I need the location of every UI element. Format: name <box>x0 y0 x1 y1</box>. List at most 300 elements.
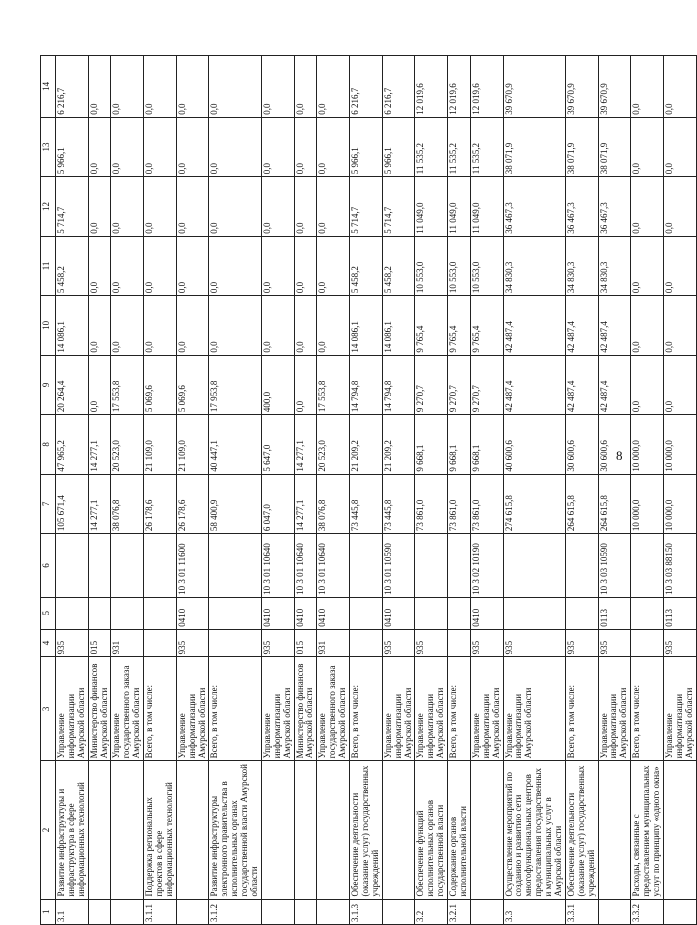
table-cell <box>111 761 144 899</box>
table-cell: 0,0 <box>88 177 111 236</box>
header-cell: 10 <box>41 296 56 355</box>
table-cell: 5 714,7 <box>56 177 89 236</box>
table-row <box>56 56 89 925</box>
table-row <box>144 56 177 925</box>
table-cell: Управление информатизации Амурской области <box>56 657 89 761</box>
table-cell: 9 668,1 <box>470 415 503 474</box>
table-cell: 14 277,1 <box>294 474 317 533</box>
table-cell: 264 615,8 <box>565 474 598 533</box>
table-cell: 5 458,2 <box>382 236 415 295</box>
table-cell: Управление информатизации Амурской области <box>382 657 415 761</box>
table-cell <box>350 597 383 629</box>
table-cell <box>470 761 503 899</box>
table-cell: 39 670,9 <box>598 56 631 118</box>
table-cell: Всего, в том числе: <box>565 657 598 761</box>
table-cell: 10 3 01 10640 <box>317 534 350 598</box>
table-cell: 0113 <box>663 597 696 629</box>
table-cell: 42 487,4 <box>565 355 598 414</box>
table-cell: 0,0 <box>663 117 696 176</box>
table-row <box>350 56 383 925</box>
table-cell <box>209 534 261 598</box>
table-cell <box>56 597 89 629</box>
table-cell: 3.1.1 <box>144 899 177 924</box>
table-cell: 5 966,1 <box>382 117 415 176</box>
table-cell: 0,0 <box>261 56 294 118</box>
table-cell: 015 <box>88 629 111 657</box>
table-cell: 0,0 <box>144 296 177 355</box>
table-cell: 0,0 <box>261 117 294 176</box>
table-cell: 26 178,6 <box>144 474 177 533</box>
table-cell: 935 <box>663 629 696 657</box>
table-cell: 274 615,8 <box>503 474 565 533</box>
table-cell: 0,0 <box>176 117 209 176</box>
table-cell: 10 000,0 <box>631 415 664 474</box>
table-cell <box>503 534 565 598</box>
table-cell: 0,0 <box>317 296 350 355</box>
table-row <box>294 56 317 925</box>
table-cell <box>294 761 317 899</box>
table-cell: 6 216,7 <box>350 56 383 118</box>
table-cell: 0,0 <box>144 236 177 295</box>
table-cell <box>565 597 598 629</box>
table-cell: 0410 <box>317 597 350 629</box>
table-header <box>41 56 56 925</box>
table-cell <box>565 534 598 598</box>
table-cell: 10 000,0 <box>631 474 664 533</box>
table-cell: 3.2 <box>415 899 448 924</box>
table-cell <box>144 597 177 629</box>
table-row <box>631 56 664 925</box>
table-cell: 935 <box>382 629 415 657</box>
table-cell: 0,0 <box>176 296 209 355</box>
table-cell: 10 553,0 <box>415 236 448 295</box>
table-cell: 0,0 <box>663 236 696 295</box>
table-row <box>382 56 415 925</box>
table-cell: 12 019,6 <box>470 56 503 118</box>
table-cell: 42 487,4 <box>503 355 565 414</box>
table-cell <box>176 899 209 924</box>
table-cell: 5 714,7 <box>350 177 383 236</box>
table-cell: 30 600,6 <box>565 415 598 474</box>
table-cell: Всего, в том числе: <box>631 657 664 761</box>
table-cell: 0,0 <box>209 236 261 295</box>
table-cell: 20 264,4 <box>56 355 89 414</box>
table-cell: 73 445,8 <box>350 474 383 533</box>
table-cell <box>317 899 350 924</box>
table-cell: 0,0 <box>144 177 177 236</box>
table-cell: Министерство финансов Амурской области <box>294 657 317 761</box>
table-cell: 42 487,4 <box>598 296 631 355</box>
table-cell: 0,0 <box>209 177 261 236</box>
table-cell: 0410 <box>470 597 503 629</box>
table-cell <box>631 534 664 598</box>
table-cell: 42 487,4 <box>598 355 631 414</box>
table-cell: 14 086,1 <box>56 296 89 355</box>
table-cell <box>261 761 294 899</box>
table-cell: 0,0 <box>631 296 664 355</box>
table-row <box>663 56 696 925</box>
table-cell: 11 049,0 <box>415 177 448 236</box>
table-cell <box>176 761 209 899</box>
table-row <box>565 56 598 925</box>
table-cell: 11 049,0 <box>448 177 471 236</box>
table-cell: 0,0 <box>261 236 294 295</box>
table-cell <box>56 534 89 598</box>
table-cell: 14 277,1 <box>294 415 317 474</box>
table-cell: Всего, в том числе: <box>209 657 261 761</box>
page-number: 8 <box>616 448 623 463</box>
table-cell: 0,0 <box>88 56 111 118</box>
table-cell: Управление информатизации Амурской области <box>470 657 503 761</box>
table-cell: 0,0 <box>294 355 317 414</box>
table-cell: Управление информатизации Амурской области <box>176 657 209 761</box>
table-cell: 0,0 <box>631 355 664 414</box>
table-cell: 0,0 <box>663 177 696 236</box>
table-cell: 3.2.1 <box>448 899 471 924</box>
table-cell: 0,0 <box>317 236 350 295</box>
table-cell: Министерство финансов Амурской области <box>88 657 111 761</box>
table-cell: 10 3 01 10640 <box>261 534 294 598</box>
table-cell: 6 047,0 <box>261 474 294 533</box>
table-cell: 0,0 <box>176 236 209 295</box>
table-body <box>56 56 697 925</box>
table-cell: 14 794,8 <box>350 355 383 414</box>
table-cell: 10 3 01 10590 <box>382 534 415 598</box>
table-row <box>470 56 503 925</box>
table-cell: 9 765,4 <box>448 296 471 355</box>
table-cell: 42 487,4 <box>503 296 565 355</box>
table-cell: 17 553,8 <box>317 355 350 414</box>
table-cell: 6 216,7 <box>56 56 89 118</box>
table-cell: 11 535,2 <box>448 117 471 176</box>
table-cell: 10 3 01 10640 <box>294 534 317 598</box>
table-cell <box>209 597 261 629</box>
table-cell: 0,0 <box>111 296 144 355</box>
table-cell: 9 270,7 <box>448 355 471 414</box>
table-cell <box>382 899 415 924</box>
header-cell: 9 <box>41 355 56 414</box>
table-cell: 264 615,8 <box>598 474 631 533</box>
table-cell: 73 445,8 <box>382 474 415 533</box>
table-cell <box>631 629 664 657</box>
table-cell: 73 861,0 <box>448 474 471 533</box>
table-cell: 0,0 <box>111 177 144 236</box>
table-cell: 36 467,3 <box>598 177 631 236</box>
table-cell: Управление государственного заказа Амурской области <box>317 657 350 761</box>
table-cell <box>350 534 383 598</box>
table-cell: 36 467,3 <box>565 177 598 236</box>
table-cell: Управление информатизации Амурской области <box>598 657 631 761</box>
table-cell: 9 668,1 <box>415 415 448 474</box>
table-cell: 935 <box>565 629 598 657</box>
table-cell: Развитие инфраструктуры и инфраструктура в сфере информационных технологий <box>56 761 89 899</box>
table-cell: 9 765,4 <box>470 296 503 355</box>
table-cell: 400,0 <box>261 355 294 414</box>
table-cell <box>415 534 448 598</box>
table-cell: 21 109,0 <box>176 415 209 474</box>
table-cell: 0,0 <box>176 56 209 118</box>
table-cell: Обеспечение деятельности (оказание услуг) государственных учреждений <box>350 761 383 899</box>
table-cell: 0,0 <box>317 177 350 236</box>
table-cell: 5 069,6 <box>176 355 209 414</box>
table-cell: 935 <box>415 629 448 657</box>
table-cell: 9 765,4 <box>415 296 448 355</box>
table-cell: 14 086,1 <box>382 296 415 355</box>
table-cell: Осуществление мероприятий по созданию и развитию сети многофункциональных центров предоставления государственных и муниципальных услуг в Амурской области <box>503 761 565 899</box>
table-cell <box>448 534 471 598</box>
header-cell: 2 <box>41 761 56 899</box>
table-cell: 14 277,1 <box>88 474 111 533</box>
table-cell: 42 487,4 <box>565 296 598 355</box>
table-cell: Управление информатизации Амурской области <box>663 657 696 761</box>
table-cell: Развитие инфраструктуры электронного правительства в исполнительных органах государственной власти Амурской области <box>209 761 261 899</box>
table-cell: 3.3.2 <box>631 899 664 924</box>
table-row <box>503 56 565 925</box>
table-cell: Всего, в том числе: <box>448 657 471 761</box>
table-cell <box>663 899 696 924</box>
table-cell: 38 071,9 <box>565 117 598 176</box>
table-cell <box>448 597 471 629</box>
table-cell: 5 647,0 <box>261 415 294 474</box>
table-cell <box>111 899 144 924</box>
table-cell: 0410 <box>176 597 209 629</box>
rotated-table-frame <box>40 55 694 925</box>
table-row <box>111 56 144 925</box>
table-cell: 10 000,0 <box>663 474 696 533</box>
table-cell: 0,0 <box>294 236 317 295</box>
table-cell <box>88 899 111 924</box>
table-cell <box>350 629 383 657</box>
table-cell: 9 270,7 <box>415 355 448 414</box>
table-cell: 0,0 <box>209 56 261 118</box>
table-cell <box>448 629 471 657</box>
table-cell: 58 400,9 <box>209 474 261 533</box>
table-cell: 30 600,6 <box>598 415 631 474</box>
table-cell: 0,0 <box>317 117 350 176</box>
table-cell: 3.1.2 <box>209 899 261 924</box>
table-cell: 73 861,0 <box>415 474 448 533</box>
table-cell: 5 966,1 <box>56 117 89 176</box>
table-cell: 0,0 <box>209 296 261 355</box>
table-cell: 0,0 <box>111 236 144 295</box>
table-cell <box>631 597 664 629</box>
table-cell: 38 076,8 <box>111 474 144 533</box>
table-cell: 39 670,9 <box>565 56 598 118</box>
table-cell: 40 447,1 <box>209 415 261 474</box>
table-cell: 0410 <box>261 597 294 629</box>
table-cell: 0,0 <box>631 56 664 118</box>
table-cell: 935 <box>503 629 565 657</box>
table-cell: 935 <box>470 629 503 657</box>
table-row <box>598 56 631 925</box>
table-row <box>176 56 209 925</box>
table-cell: 931 <box>317 629 350 657</box>
table-cell <box>663 761 696 899</box>
table-cell: 6 216,7 <box>382 56 415 118</box>
table-cell <box>144 629 177 657</box>
table-cell <box>503 597 565 629</box>
table-cell: 0,0 <box>111 56 144 118</box>
table-cell: 20 523,0 <box>317 415 350 474</box>
table-cell: 0,0 <box>631 177 664 236</box>
table-cell <box>470 899 503 924</box>
table-cell: Управление информатизации Амурской области <box>503 657 565 761</box>
header-cell: 8 <box>41 415 56 474</box>
table-cell: 17 553,8 <box>111 355 144 414</box>
table-cell: 0410 <box>382 597 415 629</box>
table-cell <box>598 899 631 924</box>
table-cell: 3.3 <box>503 899 565 924</box>
table-cell: Расходы, связанные с предоставлением муниципальных услуг по принципу «одного окна» <box>631 761 664 899</box>
header-cell: 13 <box>41 117 56 176</box>
table-cell: 3.3.1 <box>565 899 598 924</box>
table-cell: 0,0 <box>88 117 111 176</box>
table-cell: 0,0 <box>631 117 664 176</box>
table-cell: 935 <box>56 629 89 657</box>
table-cell: 931 <box>111 629 144 657</box>
table-cell: Обеспечение деятельности (оказание услуг) государственных учреждений <box>565 761 598 899</box>
table-cell: 10 553,0 <box>448 236 471 295</box>
table-cell: 9 668,1 <box>448 415 471 474</box>
table-cell <box>415 597 448 629</box>
table-cell: 38 076,8 <box>317 474 350 533</box>
table-cell <box>261 899 294 924</box>
table-cell: Управление информатизации Амурской области <box>261 657 294 761</box>
table-row <box>88 56 111 925</box>
table-cell: 0,0 <box>663 355 696 414</box>
table-cell: 12 019,6 <box>448 56 471 118</box>
table-cell <box>317 761 350 899</box>
header-cell: 7 <box>41 474 56 533</box>
table-cell: 9 270,7 <box>470 355 503 414</box>
table-cell: 0,0 <box>294 296 317 355</box>
table-cell: 0113 <box>598 597 631 629</box>
table-cell: 10 553,0 <box>470 236 503 295</box>
table-cell: 47 965,2 <box>56 415 89 474</box>
header-cell: 1 <box>41 899 56 924</box>
table-cell: 14 086,1 <box>350 296 383 355</box>
table-cell: Всего, в том числе: <box>350 657 383 761</box>
table-cell: 0,0 <box>261 177 294 236</box>
table-cell: 10 000,0 <box>663 415 696 474</box>
table-cell: 935 <box>261 629 294 657</box>
table-cell: 0410 <box>294 597 317 629</box>
header-cell: 14 <box>41 56 56 118</box>
table-cell: 0,0 <box>317 56 350 118</box>
header-row <box>41 56 56 925</box>
header-cell: 11 <box>41 236 56 295</box>
table-cell: 105 671,4 <box>56 474 89 533</box>
table-cell: 0,0 <box>209 117 261 176</box>
table-cell: 17 953,8 <box>209 355 261 414</box>
table-cell: 0,0 <box>88 355 111 414</box>
table-cell: 015 <box>294 629 317 657</box>
table-cell: 0,0 <box>88 296 111 355</box>
table-cell: 0,0 <box>261 296 294 355</box>
table-cell: 5 714,7 <box>382 177 415 236</box>
table-cell: 11 535,2 <box>415 117 448 176</box>
table-cell: 10 3 03 88150 <box>663 534 696 598</box>
table-cell: 0,0 <box>88 236 111 295</box>
table-cell: 5 966,1 <box>350 117 383 176</box>
table-cell: 0,0 <box>294 56 317 118</box>
header-cell: 3 <box>41 657 56 761</box>
table-cell: 0,0 <box>111 117 144 176</box>
table-cell: 10 3 01 11600 <box>176 534 209 598</box>
budget-table <box>40 55 697 925</box>
header-cell: 4 <box>41 629 56 657</box>
table-cell: Управление информатизации Амурской области <box>415 657 448 761</box>
table-cell: 21 109,0 <box>144 415 177 474</box>
table-row <box>317 56 350 925</box>
table-cell: 5 069,6 <box>144 355 177 414</box>
table-cell: 0,0 <box>144 117 177 176</box>
table-cell: 0,0 <box>294 177 317 236</box>
table-cell <box>209 629 261 657</box>
table-cell: 0,0 <box>631 236 664 295</box>
table-cell: 11 049,0 <box>470 177 503 236</box>
table-cell: 36 467,3 <box>503 177 565 236</box>
table-row <box>415 56 448 925</box>
table-cell: 11 535,2 <box>470 117 503 176</box>
table-cell: 34 830,3 <box>503 236 565 295</box>
header-cell: 12 <box>41 177 56 236</box>
table-row <box>448 56 471 925</box>
table-cell: 0,0 <box>663 296 696 355</box>
table-cell <box>294 899 317 924</box>
table-cell: 10 3 02 10190 <box>470 534 503 598</box>
table-cell: 3.1 <box>56 899 89 924</box>
table-cell: Управление государственного заказа Амурской области <box>111 657 144 761</box>
table-cell: 40 600,6 <box>503 415 565 474</box>
table-cell: 935 <box>176 629 209 657</box>
table-cell: 21 209,2 <box>350 415 383 474</box>
table-cell <box>88 534 111 598</box>
table-cell <box>382 761 415 899</box>
table-row <box>261 56 294 925</box>
table-cell <box>144 534 177 598</box>
table-cell: Содержание органов исполнительной власти <box>448 761 471 899</box>
header-cell: 6 <box>41 534 56 598</box>
table-cell: 38 071,9 <box>598 117 631 176</box>
table-row <box>209 56 261 925</box>
table-cell: 38 071,9 <box>503 117 565 176</box>
table-cell: 0,0 <box>144 56 177 118</box>
table-cell: Поддержка региональных проектов в сфере информационных технологий <box>144 761 177 899</box>
table-cell <box>88 761 111 899</box>
table-cell: 20 523,0 <box>111 415 144 474</box>
table-cell: 26 178,6 <box>176 474 209 533</box>
table-cell: 21 209,2 <box>382 415 415 474</box>
table-cell <box>598 761 631 899</box>
table-cell: 935 <box>598 629 631 657</box>
table-cell: 0,0 <box>294 117 317 176</box>
table-cell: 5 458,2 <box>350 236 383 295</box>
table-cell: 73 861,0 <box>470 474 503 533</box>
table-cell: 14 794,8 <box>382 355 415 414</box>
table-cell: 39 670,9 <box>503 56 565 118</box>
table-cell: Обеспечение функций исполнительных органов государственной власти <box>415 761 448 899</box>
table-cell <box>111 597 144 629</box>
table-cell: 12 019,6 <box>415 56 448 118</box>
table-cell: 34 830,3 <box>598 236 631 295</box>
table-cell <box>88 597 111 629</box>
header-cell: 5 <box>41 597 56 629</box>
table-cell: 34 830,3 <box>565 236 598 295</box>
table-cell: 14 277,1 <box>88 415 111 474</box>
table-cell: 10 3 03 10590 <box>598 534 631 598</box>
table-cell: 0,0 <box>176 177 209 236</box>
